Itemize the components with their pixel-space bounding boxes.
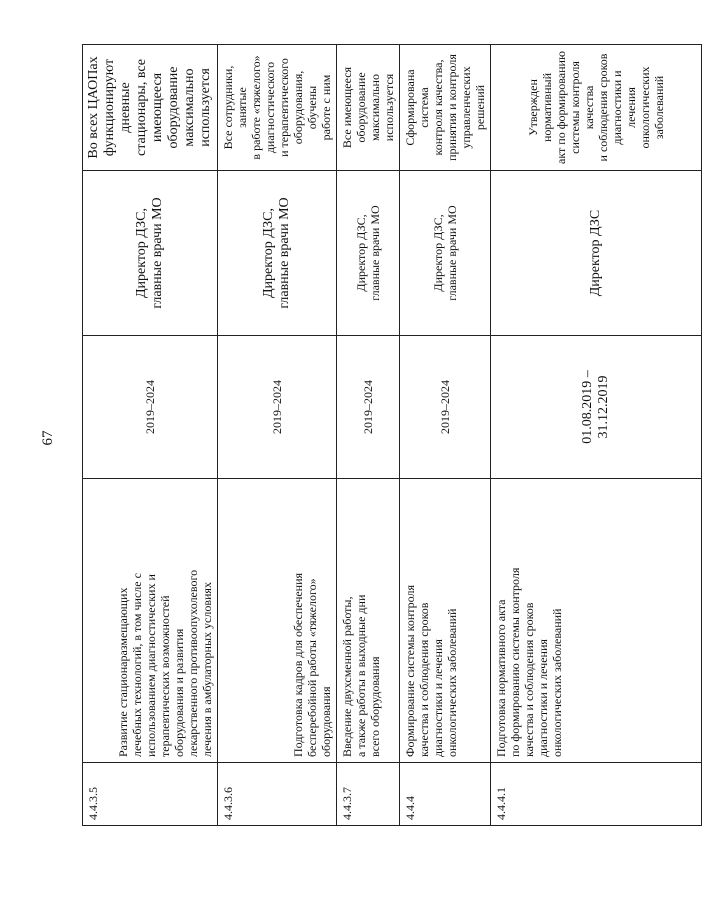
expected-result: Утвержден нормативный акт по формированию системы контроля качества и соблюдения сроков диагностики и лечения онкологических заболеваний [491, 45, 702, 171]
deadline: 2019–2024 [337, 336, 400, 479]
plan-table-wrapper [82, 44, 666, 826]
responsible: Директор ДЗС, главные врачи МО [400, 171, 491, 336]
task-description: Формирование системы контроля качества и соблюдения сроков диагностики и лечения онкологических заболеваний [400, 479, 491, 763]
item-number: 4.4.4 [400, 763, 491, 826]
action-plan-table [82, 44, 702, 826]
page-number: 67 [40, 430, 56, 446]
task-description: Развитие стационаразмещающих лечебных технологий, в том числе с использованием диагностических и терапевтических возможностей оборудования и развития лекарственного противоопухолевого лечения в амбулаторных условиях [83, 479, 218, 763]
responsible: Директор ДЗС, главные врачи МО [83, 171, 218, 336]
deadline: 01.08.2019 – 31.12.2019 [491, 336, 702, 479]
expected-result: Во всех ЦАОПах функционируют дневные стационары, все имеющееся оборудование максимально используется [83, 45, 218, 171]
item-number: 4.4.3.7 [337, 763, 400, 826]
responsible: Директор ДЗС [491, 171, 702, 336]
responsible: Директор ДЗС, главные врачи МО [337, 171, 400, 336]
item-number: 4.4.3.6 [218, 763, 337, 826]
task-description: Подготовка кадров для обеспечения бесперебойной работы «тяжелого» оборудования [218, 479, 337, 763]
task-description: Подготовка нормативного акта по формированию системы контроля качества и соблюдения сроков диагностики и лечения онкологических заболеваний [491, 479, 702, 763]
deadline: 2019–2024 [83, 336, 218, 479]
deadline: 2019–2024 [400, 336, 491, 479]
expected-result: Все имеющееся оборудование максимально используется [337, 45, 400, 171]
task-description: Введение двухсменной работы, а также работы в выходные дни всего оборудования [337, 479, 400, 763]
table-row [491, 45, 702, 826]
item-number: 4.4.4.1 [491, 763, 702, 826]
table-row [400, 45, 491, 826]
table-row [218, 45, 337, 826]
item-number: 4.4.3.5 [83, 763, 218, 826]
table-row [337, 45, 400, 826]
deadline: 2019–2024 [218, 336, 337, 479]
responsible: Директор ДЗС, главные врачи МО [218, 171, 337, 336]
table-row [83, 45, 218, 826]
expected-result: Все сотрудники, занятые в работе «тяжелого» диагностического и терапевтического оборудования, обучены работе с ним [218, 45, 337, 171]
expected-result: Сформирована система контроля качества, принятия и контроля управленческих решений [400, 45, 491, 171]
